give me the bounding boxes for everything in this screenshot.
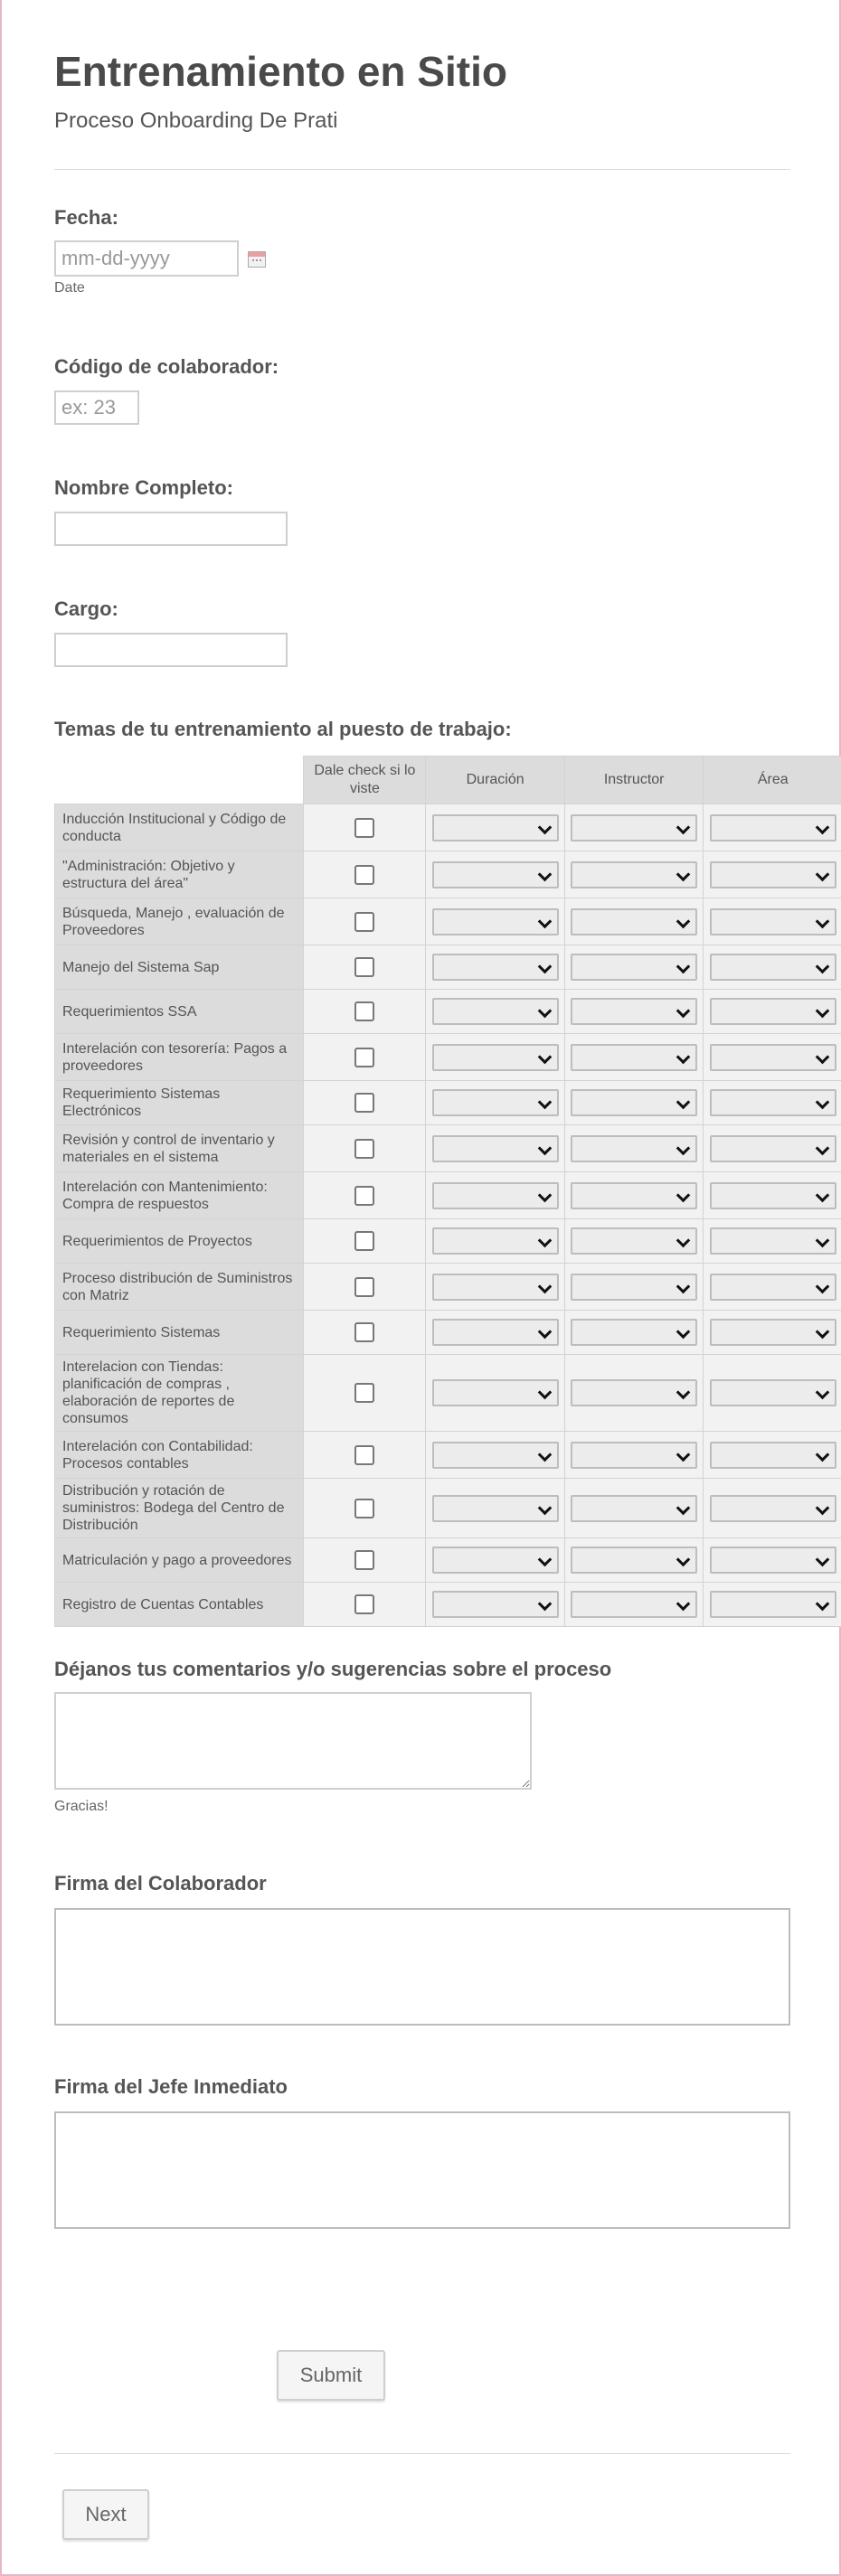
column-header-instructor: Instructor	[564, 757, 704, 804]
check-cell	[304, 1125, 426, 1172]
divider	[54, 169, 790, 170]
row-label: Manejo del Sistema Sap	[55, 945, 304, 990]
seen-checkbox[interactable]	[354, 1445, 374, 1465]
area-cell	[704, 1219, 841, 1264]
comentarios-sublabel: Gracias!	[54, 1799, 109, 1814]
duracion-cell	[426, 1081, 565, 1125]
row-label: Búsqueda, Manejo , evaluación de Proveedores	[55, 898, 304, 945]
cargo-label: Cargo:	[54, 597, 118, 620]
seen-checkbox[interactable]	[354, 1001, 374, 1021]
table-row	[55, 851, 841, 898]
instructor-dropdown[interactable]	[571, 1227, 697, 1255]
instructor-dropdown[interactable]	[571, 1135, 697, 1162]
row-label: Requerimientos SSA	[55, 990, 304, 1034]
submit-button[interactable]: Submit	[277, 2350, 385, 2401]
instructor-dropdown[interactable]	[571, 1379, 697, 1406]
area-dropdown[interactable]	[710, 1547, 836, 1574]
duracion-cell	[426, 1583, 565, 1627]
duracion-cell	[426, 945, 565, 990]
duracion-dropdown[interactable]	[432, 814, 559, 841]
check-cell	[304, 851, 426, 898]
page-title: Entrenamiento en Sitio	[54, 48, 507, 95]
row-label: Requerimiento Sistemas	[55, 1311, 304, 1355]
instructor-dropdown[interactable]	[571, 861, 697, 888]
instructor-dropdown[interactable]	[571, 1182, 697, 1209]
instructor-cell	[564, 1311, 704, 1355]
instructor-cell	[564, 990, 704, 1034]
check-cell	[304, 1311, 426, 1355]
duracion-dropdown[interactable]	[432, 1591, 559, 1618]
table-row	[55, 1219, 841, 1264]
firma-colaborador-label: Firma del Colaborador	[54, 1872, 267, 1894]
area-dropdown[interactable]	[710, 1319, 836, 1346]
instructor-dropdown[interactable]	[571, 954, 697, 981]
duracion-cell	[426, 1538, 565, 1583]
area-cell	[704, 1355, 841, 1432]
row-label: "Administración: Objetivo y estructura del área"	[55, 851, 304, 898]
column-header-area: Área	[704, 757, 841, 804]
area-cell	[704, 1125, 841, 1172]
seen-checkbox[interactable]	[354, 865, 374, 885]
firma-jefe-label: Firma del Jefe Inmediato	[54, 2075, 288, 2098]
area-dropdown[interactable]	[710, 908, 836, 935]
area-cell	[704, 804, 841, 851]
table-row	[55, 804, 841, 851]
check-cell	[304, 1432, 426, 1479]
cargo-input[interactable]	[54, 633, 288, 667]
duracion-dropdown[interactable]	[432, 1089, 559, 1116]
divider	[54, 2453, 790, 2454]
table-row	[55, 1081, 841, 1125]
fecha-label: Fecha:	[54, 206, 118, 229]
area-dropdown[interactable]	[710, 1495, 836, 1522]
row-label: Registro de Cuentas Contables	[55, 1583, 304, 1627]
comentarios-textarea[interactable]	[54, 1692, 532, 1790]
duracion-cell	[426, 1479, 565, 1538]
area-dropdown[interactable]	[710, 1274, 836, 1301]
instructor-cell	[564, 1264, 704, 1311]
table-row	[55, 1034, 841, 1081]
row-label: Proceso distribución de Suministros con Matriz	[55, 1264, 304, 1311]
duracion-dropdown[interactable]	[432, 1547, 559, 1574]
duracion-dropdown[interactable]	[432, 1319, 559, 1346]
table-row	[55, 1538, 841, 1583]
duracion-dropdown[interactable]	[432, 1379, 559, 1406]
instructor-cell	[564, 1081, 704, 1125]
duracion-cell	[426, 898, 565, 945]
area-dropdown[interactable]	[710, 1591, 836, 1618]
check-cell	[304, 1081, 426, 1125]
row-label: Matriculación y pago a proveedores	[55, 1538, 304, 1583]
duracion-dropdown[interactable]	[432, 1044, 559, 1071]
seen-checkbox[interactable]	[354, 957, 374, 977]
seen-checkbox[interactable]	[354, 1186, 374, 1206]
seen-checkbox[interactable]	[354, 1550, 374, 1570]
page-subtitle: Proceso Onboarding De Prati	[54, 108, 338, 133]
instructor-cell	[564, 1172, 704, 1219]
area-dropdown[interactable]	[710, 1227, 836, 1255]
row-label: Interelación con Mantenimiento: Compra de respuestos	[55, 1172, 304, 1219]
fecha-sublabel: Date	[54, 280, 85, 296]
duracion-cell	[426, 1355, 565, 1432]
duracion-cell	[426, 1125, 565, 1172]
area-cell	[704, 1172, 841, 1219]
instructor-cell	[564, 898, 704, 945]
table-row	[55, 1311, 841, 1355]
duracion-dropdown[interactable]	[432, 1442, 559, 1469]
duracion-cell	[426, 804, 565, 851]
duracion-cell	[426, 1432, 565, 1479]
area-dropdown[interactable]	[710, 1379, 836, 1406]
duracion-cell	[426, 1311, 565, 1355]
fecha-input[interactable]	[54, 240, 239, 277]
instructor-dropdown[interactable]	[571, 1274, 697, 1301]
area-dropdown[interactable]	[710, 998, 836, 1025]
row-label: Inducción Institucional y Código de conducta	[55, 804, 304, 851]
instructor-dropdown[interactable]	[571, 1319, 697, 1346]
duracion-cell	[426, 1034, 565, 1081]
check-cell	[304, 945, 426, 990]
column-header-check: Dale check si lo viste	[304, 757, 426, 804]
area-cell	[704, 1081, 841, 1125]
training-matrix	[54, 756, 841, 1627]
check-cell	[304, 1264, 426, 1311]
instructor-cell	[564, 1538, 704, 1583]
check-cell	[304, 1355, 426, 1432]
area-dropdown[interactable]	[710, 1182, 836, 1209]
area-dropdown[interactable]	[710, 1044, 836, 1071]
row-label: Interelación con tesorería: Pagos a proveedores	[55, 1034, 304, 1081]
area-cell	[704, 945, 841, 990]
table-row	[55, 1583, 841, 1627]
seen-checkbox[interactable]	[354, 1093, 374, 1113]
instructor-cell	[564, 804, 704, 851]
instructor-cell	[564, 1219, 704, 1264]
table-row	[55, 1479, 841, 1538]
area-cell	[704, 1311, 841, 1355]
area-cell	[704, 1583, 841, 1627]
area-cell	[704, 1432, 841, 1479]
duracion-dropdown[interactable]	[432, 1135, 559, 1162]
instructor-cell	[564, 1479, 704, 1538]
firma-colaborador-pad[interactable]	[54, 1908, 790, 2026]
table-row	[55, 1355, 841, 1432]
matrix-label: Temas de tu entrenamiento al puesto de trabajo:	[54, 718, 512, 740]
check-cell	[304, 804, 426, 851]
table-row	[55, 898, 841, 945]
row-label: Distribución y rotación de suministros: Bodega del Centro de Distribución	[55, 1479, 304, 1538]
seen-checkbox[interactable]	[354, 818, 374, 838]
firma-jefe-pad[interactable]	[54, 2111, 790, 2229]
table-row	[55, 1172, 841, 1219]
area-dropdown[interactable]	[710, 954, 836, 981]
instructor-dropdown[interactable]	[571, 1547, 697, 1574]
instructor-dropdown[interactable]	[571, 1089, 697, 1116]
area-cell	[704, 1264, 841, 1311]
area-cell	[704, 1479, 841, 1538]
check-cell	[304, 1538, 426, 1583]
table-row	[55, 990, 841, 1034]
calendar-icon[interactable]	[248, 251, 266, 268]
codigo-label: Código de colaborador:	[54, 355, 279, 378]
instructor-cell	[564, 945, 704, 990]
area-cell	[704, 851, 841, 898]
duracion-dropdown[interactable]	[432, 1182, 559, 1209]
duracion-dropdown[interactable]	[432, 954, 559, 981]
area-dropdown[interactable]	[710, 1442, 836, 1469]
instructor-cell	[564, 1125, 704, 1172]
duracion-dropdown[interactable]	[432, 1227, 559, 1255]
column-header-duracion: Duración	[426, 757, 565, 804]
seen-checkbox[interactable]	[354, 1048, 374, 1067]
duracion-dropdown[interactable]	[432, 1274, 559, 1301]
area-dropdown[interactable]	[710, 861, 836, 888]
row-label: Requerimientos de Proyectos	[55, 1219, 304, 1264]
row-label: Requerimiento Sistemas Electrónicos	[55, 1081, 304, 1125]
area-cell	[704, 990, 841, 1034]
duracion-dropdown[interactable]	[432, 998, 559, 1025]
duracion-dropdown[interactable]	[432, 861, 559, 888]
duracion-cell	[426, 1219, 565, 1264]
area-cell	[704, 898, 841, 945]
codigo-input[interactable]	[54, 390, 139, 425]
table-row	[55, 1125, 841, 1172]
check-cell	[304, 1172, 426, 1219]
matrix-corner	[55, 757, 304, 804]
instructor-dropdown[interactable]	[571, 1591, 697, 1618]
seen-checkbox[interactable]	[354, 1383, 374, 1403]
check-cell	[304, 1219, 426, 1264]
row-label: Revisión y control de inventario y materiales en el sistema	[55, 1125, 304, 1172]
seen-checkbox[interactable]	[354, 1322, 374, 1342]
table-row	[55, 945, 841, 990]
instructor-cell	[564, 851, 704, 898]
seen-checkbox[interactable]	[354, 1277, 374, 1297]
instructor-dropdown[interactable]	[571, 814, 697, 841]
area-dropdown[interactable]	[710, 1089, 836, 1116]
instructor-cell	[564, 1583, 704, 1627]
row-label: Interelación con Contabilidad: Procesos contables	[55, 1432, 304, 1479]
instructor-dropdown[interactable]	[571, 998, 697, 1025]
area-cell	[704, 1538, 841, 1583]
next-button[interactable]: Next	[62, 2489, 149, 2540]
check-cell	[304, 1034, 426, 1081]
table-row	[55, 1264, 841, 1311]
comentarios-label: Déjanos tus comentarios y/o sugerencias sobre el proceso	[54, 1658, 612, 1680]
nombre-label: Nombre Completo:	[54, 476, 233, 499]
duracion-dropdown[interactable]	[432, 908, 559, 935]
duracion-cell	[426, 990, 565, 1034]
check-cell	[304, 898, 426, 945]
instructor-cell	[564, 1355, 704, 1432]
instructor-dropdown[interactable]	[571, 908, 697, 935]
seen-checkbox[interactable]	[354, 1231, 374, 1251]
seen-checkbox[interactable]	[354, 1499, 374, 1518]
area-cell	[704, 1034, 841, 1081]
duracion-cell	[426, 851, 565, 898]
duracion-cell	[426, 1172, 565, 1219]
seen-checkbox[interactable]	[354, 1139, 374, 1159]
instructor-cell	[564, 1432, 704, 1479]
check-cell	[304, 1479, 426, 1538]
seen-checkbox[interactable]	[354, 912, 374, 932]
table-row	[55, 1432, 841, 1479]
check-cell	[304, 1583, 426, 1627]
seen-checkbox[interactable]	[354, 1594, 374, 1614]
instructor-dropdown[interactable]	[571, 1442, 697, 1469]
instructor-dropdown[interactable]	[571, 1495, 697, 1522]
nombre-input[interactable]	[54, 512, 288, 546]
duracion-cell	[426, 1264, 565, 1311]
instructor-dropdown[interactable]	[571, 1044, 697, 1071]
duracion-dropdown[interactable]	[432, 1495, 559, 1522]
area-dropdown[interactable]	[710, 814, 836, 841]
instructor-cell	[564, 1034, 704, 1081]
area-dropdown[interactable]	[710, 1135, 836, 1162]
check-cell	[304, 990, 426, 1034]
row-label: Interelacion con Tiendas: planificación de compras , elaboración de reportes de consumos	[55, 1355, 304, 1432]
